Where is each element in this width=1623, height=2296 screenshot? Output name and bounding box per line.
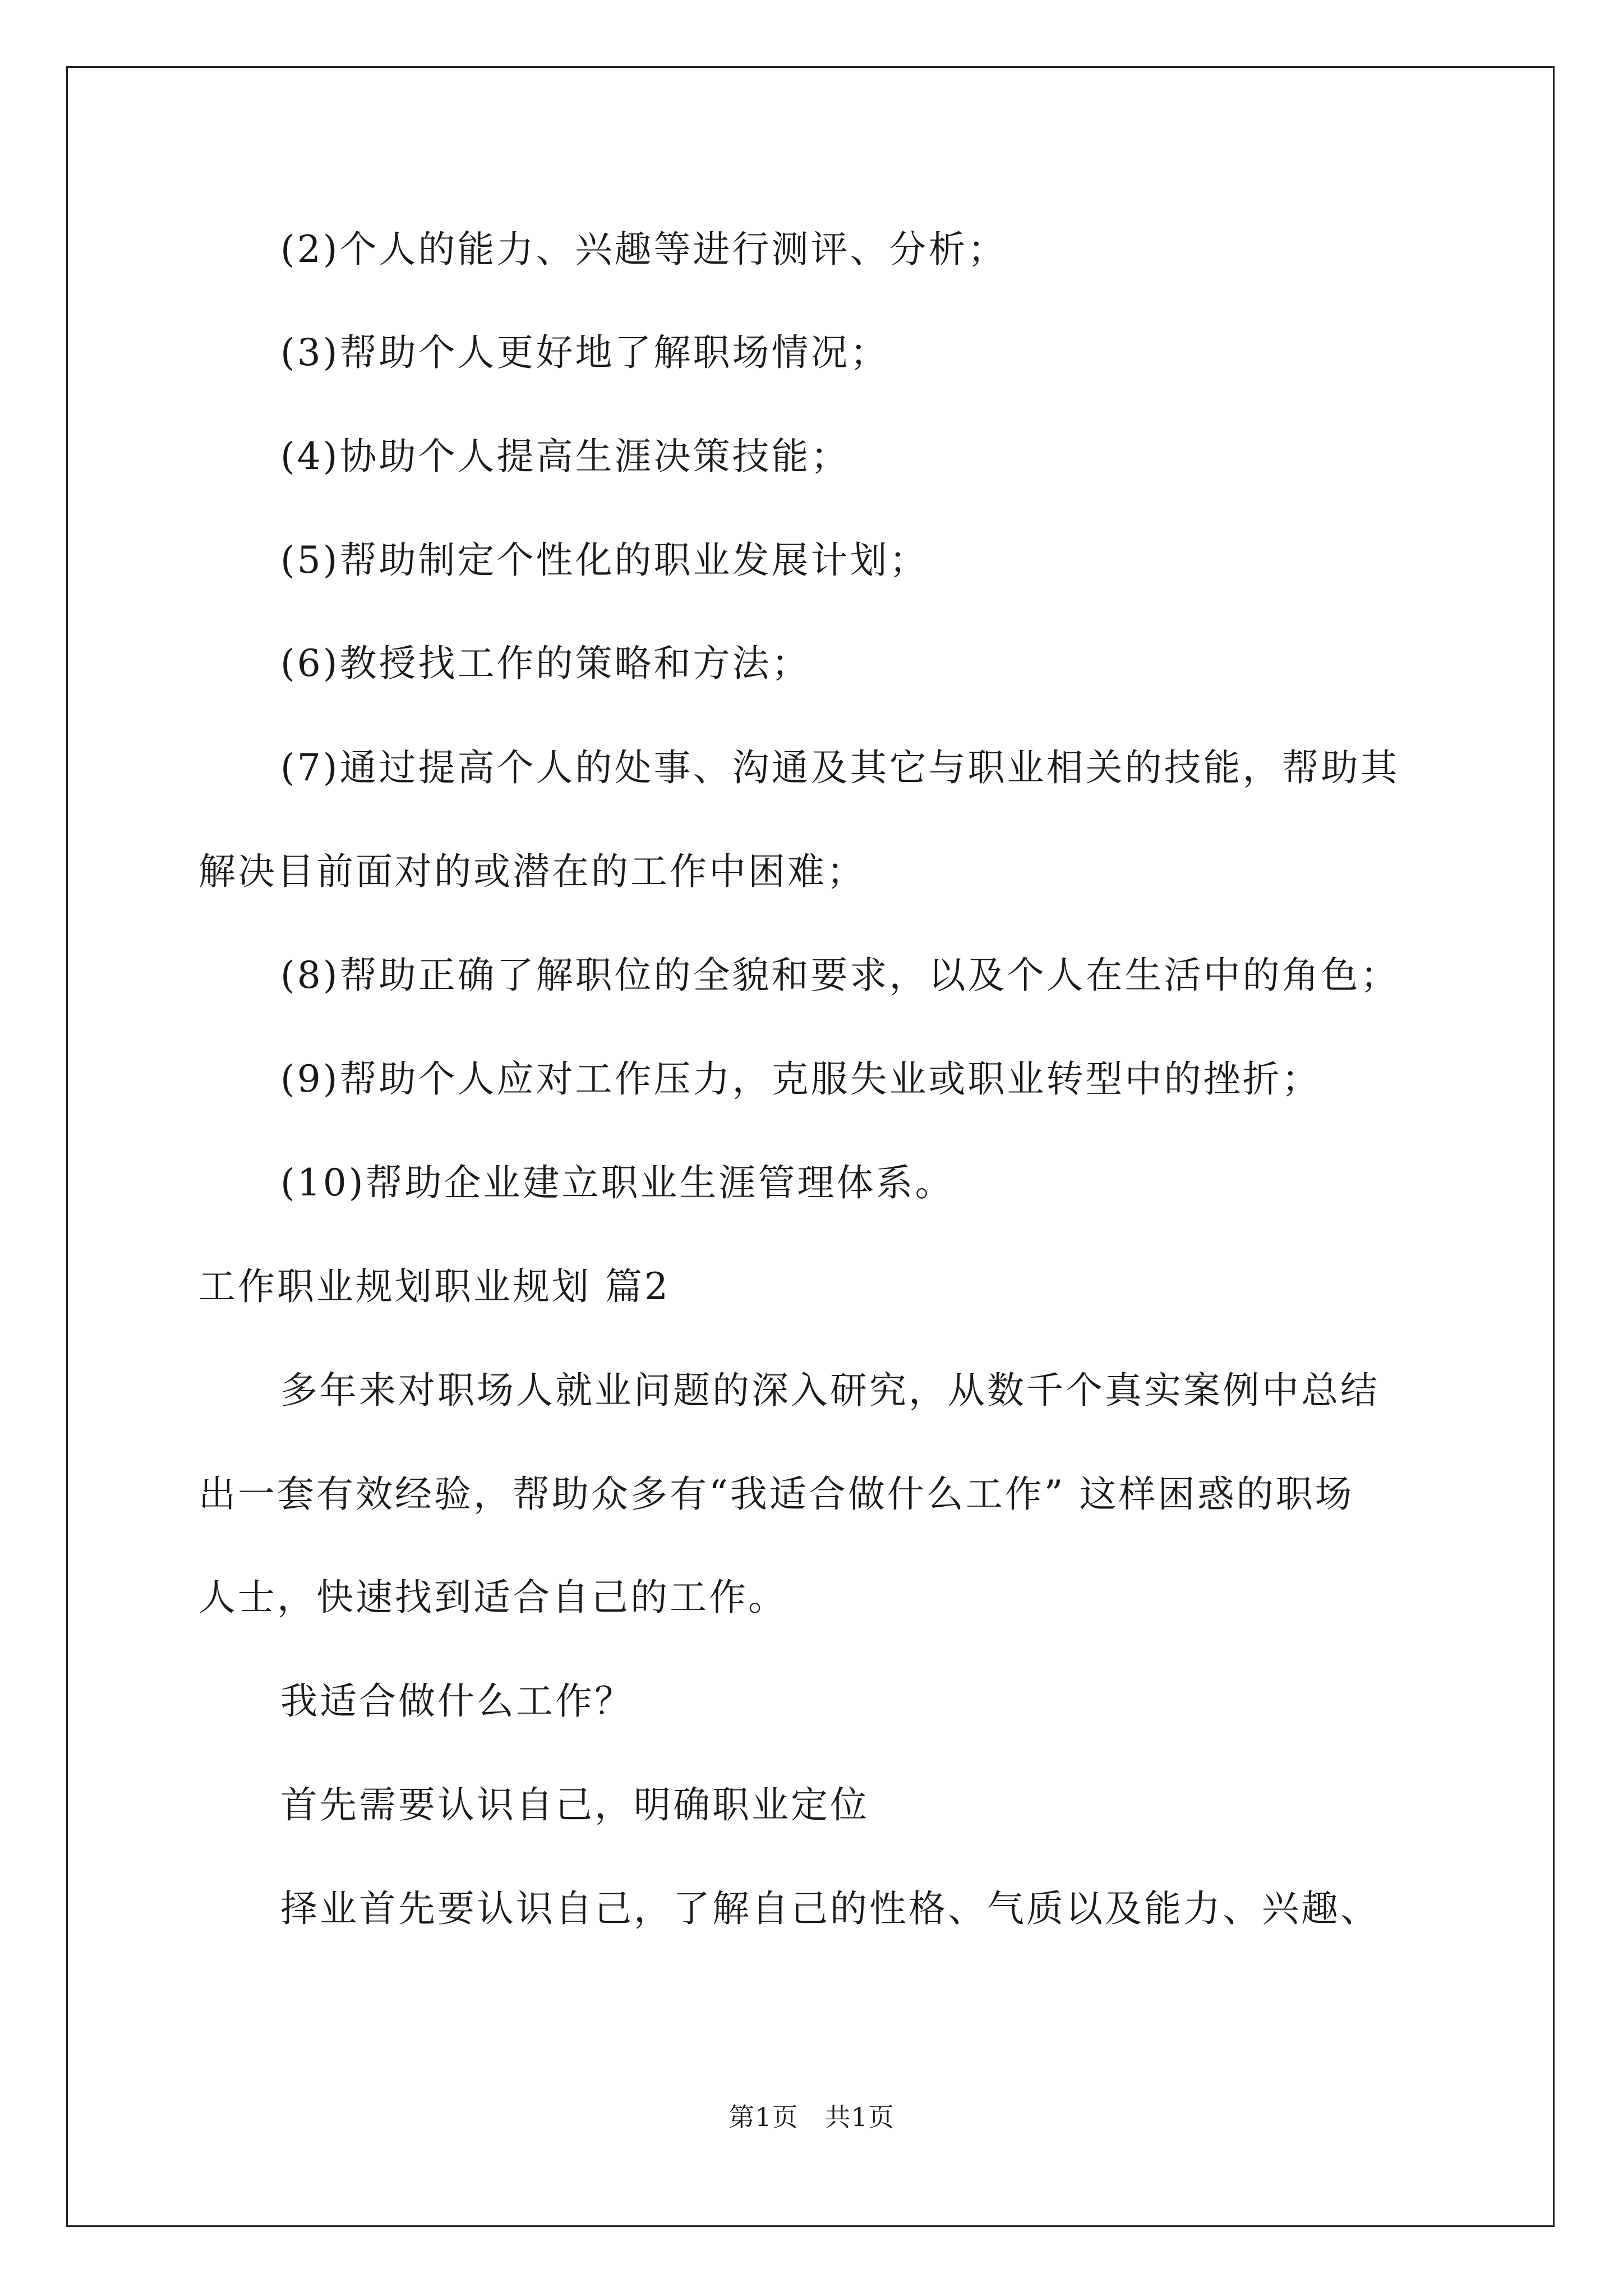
text-line-item-8: (8)帮助正确了解职位的全貌和要求，以及个人在生活中的角色； [280,954,1400,997]
text-line-item-9: (9)帮助个人应对工作压力，克服失业或职业转型中的挫折； [280,1057,1321,1101]
section-heading: 工作职业规划职业规划 篇2 [199,1265,670,1308]
text-line-item-7: (7)通过提高个人的处事、沟通及其它与职业相关的技能，帮助其 [280,746,1400,789]
text-line-item-3: (3)帮助个人更好地了解职场情况； [280,331,889,374]
text-line-item-6: (6)教授找工作的策略和方法； [280,642,811,685]
text-line-item-2: (2)个人的能力、兴趣等进行测评、分析； [280,228,1007,271]
paragraph-line-2: 出一套有效经验，帮助众多有“我适合做什么工作” 这样困惑的职场 [199,1473,1354,1516]
question-line: 我适合做什么工作？ [280,1680,634,1723]
subheading-line: 首先需要认识自己，明确职业定位 [280,1783,869,1826]
text-line-item-5: (5)帮助制定个性化的职业发展计划； [280,539,929,582]
paragraph-line-4: 择业首先要认识自己，了解自己的性格、气质以及能力、兴趣、 [280,1887,1380,1930]
text-line-item-4: (4)协助个人提高生涯决策技能； [280,435,850,478]
text-line-item-10: (10)帮助企业建立职业生涯管理体系。 [280,1161,955,1204]
text-line-item-7-cont: 解决目前面对的或潜在的工作中困难； [199,850,866,893]
paragraph-line-3: 人士，快速找到适合自己的工作。 [199,1576,787,1619]
paragraph-line-1: 多年来对职场人就业问题的深入研究，从数千个真实案例中总结 [280,1369,1380,1412]
page-number-footer: 第1页 共1页 [728,2102,895,2132]
